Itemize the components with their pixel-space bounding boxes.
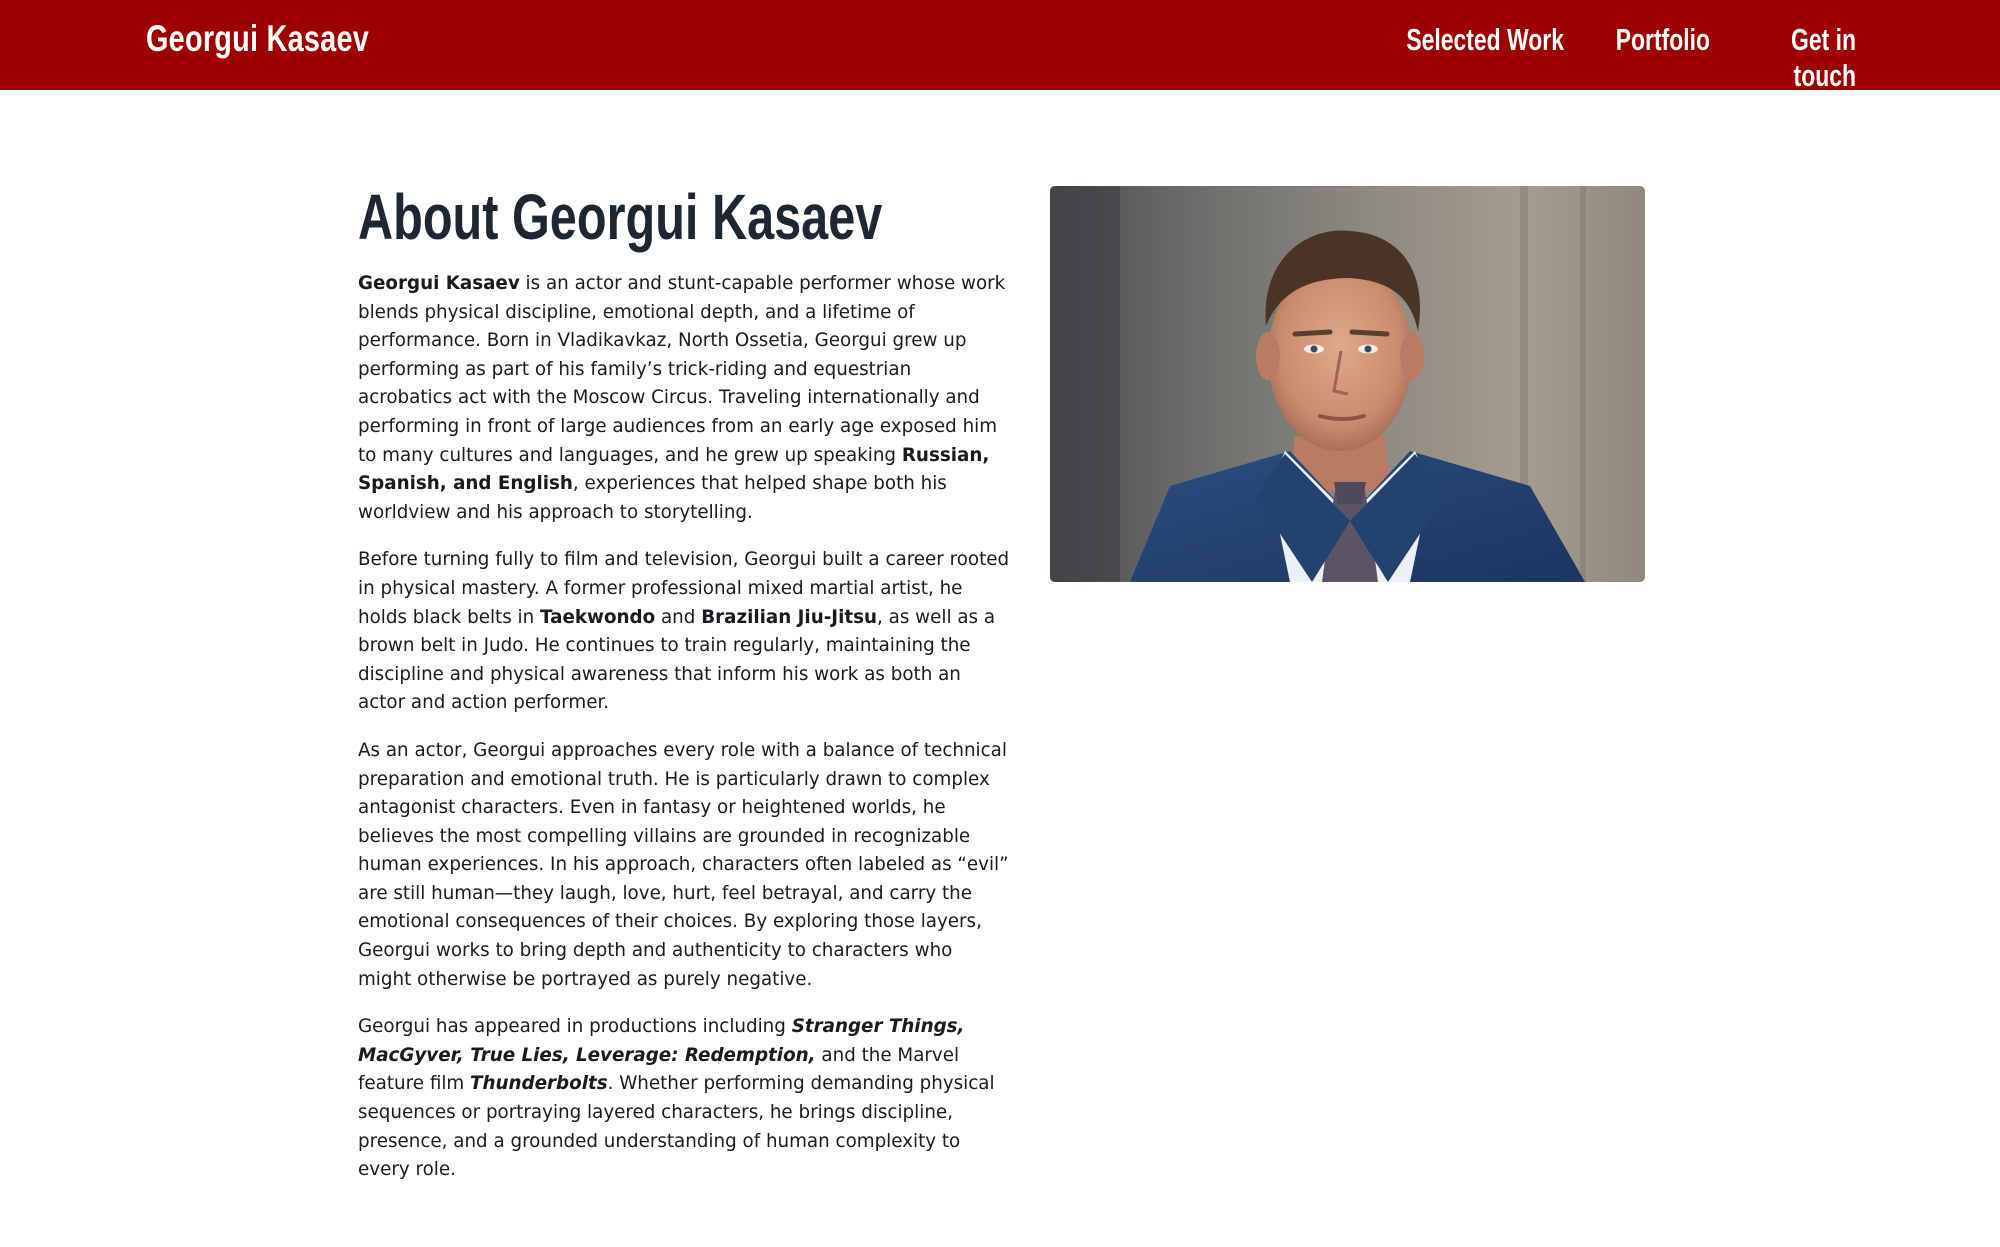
brand-logo-link[interactable]: Georgui Kasaev: [146, 18, 370, 59]
nav-portfolio[interactable]: Portfolio: [1615, 22, 1710, 57]
bio-paragraph-3: As an actor, Georgui approaches every role with a balance of technical preparation and emotional truth. He is particularly drawn to complex antagonist characters. Even in fantasy or heightened worlds, he believes the most compelling villains are grounded in recognizable human experiences. In his approach, characters often labeled as “evil” are still human—they laugh, love, hurt, feel betrayal, and carry the emotional consequences of their choices. By exploring those layers, Georgui works to bring depth and authenticity to characters who might otherwise be portrayed as purely negative.: [358, 739, 1009, 990]
bio-paragraph-2: [358, 546, 1010, 718]
headshot-image: [1050, 186, 1645, 582]
bio-text: is an actor and stunt-capable performer whose work blends physical discipline, emotional depth, and a lifetime of performance. Born in Vladikavkaz, North Ossetia, Georgui grew up performing as part of his family’s trick-riding and equestrian acrobatics act with the Moscow Circus. Traveling internationally and performing in front of large audiences from an early age exposed him to many cultures and languages, and he grew up speaking: [358, 273, 1006, 466]
thunderbolts-bold-italic: Thunderbolts: [470, 1073, 608, 1095]
nav-selected-work[interactable]: Selected Work: [1406, 22, 1564, 57]
bio-text: and the Marvel feature film: [358, 1044, 960, 1095]
main-nav: [1358, 22, 1856, 93]
languages-bold: Russian, Spanish, and English: [358, 444, 990, 495]
nav-get-in-touch[interactable]: Get in touch: [1790, 22, 1856, 93]
bio-text: , as well as a brown belt in Judo. He continues to train regularly, maintaining the discipline and physical awareness that inform his work as both an actor and action performer.: [358, 606, 996, 714]
bio-text: , experiences that helped shape both his worldview and his approach to storytelling.: [358, 473, 947, 523]
bio-text: Before turning fully to film and television, Georgui built a career rooted in physical mastery. A former professional mixed martial artist, he holds black belts in: [358, 549, 1010, 628]
bio-paragraph-4: [358, 1013, 1010, 1185]
taekwondo-bold: Taekwondo: [540, 606, 656, 628]
about-content: [358, 182, 1010, 1204]
site-header: [0, 0, 2000, 93]
bio-text: and: [655, 606, 702, 628]
credits-bold-italic: Stranger Things, MacGyver, True Lies, Leverage: Redemption,: [358, 1016, 965, 1066]
page-title: About Georgui Kasaev: [358, 181, 883, 253]
bio-text: . Whether performing demanding physical sequences or portraying layered characters, he brings discipline, presence, and a grounded understanding of human complexity to every role.: [358, 1073, 995, 1181]
bio-paragraph-1: [358, 270, 1010, 527]
bio-text: Georgui has appeared in productions including: [358, 1016, 792, 1038]
headshot-photo: [1050, 186, 1645, 582]
bio-name-bold: Georgui Kasaev: [358, 273, 520, 294]
bjj-bold: Brazilian Jiu-Jitsu: [701, 606, 878, 628]
